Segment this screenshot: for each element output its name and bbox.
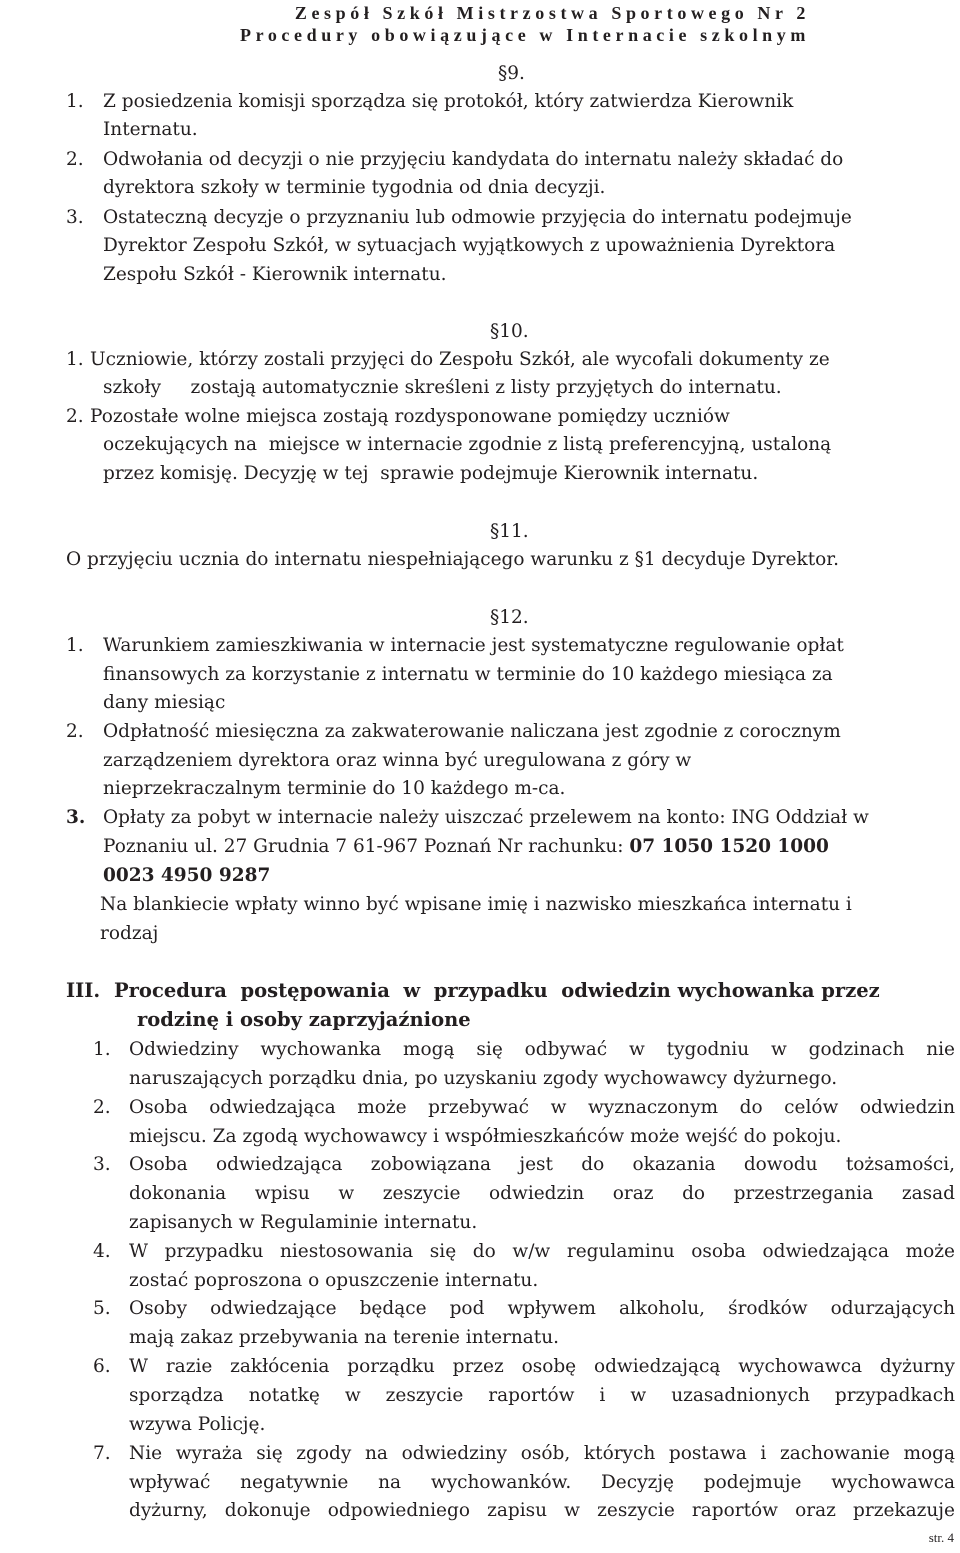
list-number: 3.	[93, 1154, 111, 1175]
list-item-text: Osoba odwiedzająca może przebywać w wyznaczonym do celów odwiedzin	[129, 1097, 955, 1118]
list-item-text: Osoba odwiedzająca zobowiązana jest do okazania dowodu tożsamości,	[129, 1154, 955, 1175]
list-item-text: szkoły zostają automatycznie skreśleni z listy przyjętych do internatu.	[103, 377, 782, 398]
list-item-text: dyżurny, dokonuje odpowiedniego zapisu w zeszycie raportów oraz przekazuje	[129, 1500, 955, 1521]
list-number: 1.	[66, 635, 84, 656]
school-name: Zespół Szkół Mistrzostwa Sportowego Nr 2	[294, 3, 810, 23]
list-item-text: naruszających porządku dnia, po uzyskaniu zgody wychowawcy dyżurnego.	[129, 1068, 838, 1089]
bank-account-number-cont: 0023 4950 9287	[103, 865, 271, 886]
paragraph-text: O przyjęciu ucznia do internatu niespełniającego warunku z §1 decyduje Dyrektor.	[66, 549, 839, 570]
list-item-text: przez komisję. Decyzję w tej sprawie podejmuje Kierownik internatu.	[103, 463, 759, 484]
list-item-text: Pozostałe wolne miejsca zostają rozdysponowane pomiędzy uczniów	[90, 406, 730, 427]
list-number: 2.	[93, 1097, 111, 1118]
list-item-text: miejscu. Za zgodą wychowawcy i współmieszkańców może wejść do pokoju.	[129, 1126, 842, 1147]
list-item-text: Uczniowie, którzy zostali przyjęci do Zespołu Szkół, ale wycofali dokumenty ze	[90, 349, 830, 370]
document-subtitle: Procedury obowiązujące w Internacie szkolnym	[239, 25, 810, 45]
list-item-text: mają zakaz przebywania na terenie internatu.	[129, 1327, 560, 1348]
page-number: str. 4	[928, 1530, 954, 1545]
list-number: 2.	[66, 721, 84, 742]
list-item-text: Osoby odwiedzające będące pod wpływem alkoholu, środków odurzających	[129, 1298, 955, 1319]
list-item-text: Opłaty za pobyt w internacie należy uiszczać przelewem na konto: ING Oddział w	[103, 807, 869, 828]
list-item-text: W razie zakłócenia porządku przez osobę odwiedzającą wychowawca dyżurny	[129, 1356, 955, 1377]
list-number: 1.	[93, 1039, 111, 1060]
list-item-text: Odwołania od decyzji o nie przyjęciu kandydata do internatu należy składać do	[103, 149, 844, 170]
list-item-text	[103, 833, 829, 862]
page-header	[0, 0, 960, 46]
section-heading-12: §12.	[490, 607, 529, 628]
list-item-text: rodzaj	[100, 923, 159, 944]
list-number: 3.	[66, 207, 84, 228]
bank-account-number: 07 1050 1520 1000	[629, 836, 829, 857]
list-number: 6.	[93, 1356, 111, 1377]
list-item-text: Odpłatność miesięczna za zakwaterowanie naliczana jest zgodnie z corocznym	[103, 721, 841, 742]
list-number: 2.	[66, 406, 84, 427]
list-item-text: oczekujących na miejsce w internacie zgodnie z listą preferencyjną, ustaloną	[103, 434, 832, 455]
list-item-text: Ostateczną decyzje o przyznaniu lub odmowie przyjęcia do internatu podejmuje	[103, 207, 852, 228]
list-number: 7.	[93, 1443, 111, 1464]
list-item-text: finansowych za korzystanie z internatu w terminie do 10 każdego miesiąca za	[103, 664, 833, 685]
list-number: 1.	[66, 349, 84, 370]
section-number: III.	[66, 979, 101, 1002]
list-item-text: Zespołu Szkół - Kierownik internatu.	[103, 264, 447, 285]
bank-address-text: Poznaniu ul. 27 Grudnia 7 61-967 Poznań Nr rachunku:	[103, 836, 630, 857]
list-item-text: zarządzeniem dyrektora oraz winna być uregulowana z góry w	[103, 750, 692, 771]
list-item-text: dyrektora szkoły w terminie tygodnia od dnia decyzji.	[103, 177, 606, 198]
section-heading-9: §9.	[498, 63, 525, 84]
list-item-text: wpływać negatywnie na wychowanków. Decyzję podejmuje wychowawca	[129, 1472, 955, 1493]
list-item-text: Z posiedzenia komisji sporządza się protokół, który zatwierdza Kierownik	[103, 91, 794, 112]
list-item-text: sporządza notatkę w zeszycie raportów i w uzasadnionych przypadkach	[129, 1385, 955, 1406]
list-item-text: Na blankiecie wpłaty winno być wpisane imię i nazwisko mieszkańca internatu i	[100, 894, 852, 915]
list-item-text: dokonania wpisu w zeszycie odwiedzin oraz do przestrzegania zasad	[129, 1183, 955, 1204]
list-item-text: W przypadku niestosowania się do w/w regulaminu osoba odwiedzająca może	[129, 1241, 955, 1262]
section-title: Procedura postępowania w przypadku odwiedzin wychowanka przez	[114, 979, 880, 1002]
list-number: 3.	[66, 807, 86, 828]
list-item-text: Nie wyraża się zgody na odwiedziny osób, których postawa i zachowanie mogą	[129, 1443, 955, 1464]
list-item-text: Warunkiem zamieszkiwania w internacie jest systematyczne regulowanie opłat	[103, 635, 844, 656]
list-item-text: Odwiedziny wychowanka mogą się odbywać w tygodniu w godzinach nie	[129, 1039, 955, 1060]
list-item-text: zapisanych w Regulaminie internatu.	[129, 1212, 478, 1233]
list-item-text: Internatu.	[103, 119, 198, 140]
section-title-cont: rodzinę i osoby zaprzyjaźnione	[137, 1008, 471, 1031]
list-number: 2.	[66, 149, 84, 170]
list-number: 5.	[93, 1298, 111, 1319]
list-item-text: wzywa Policję.	[129, 1414, 266, 1435]
list-number: 4.	[93, 1241, 111, 1262]
list-number: 1.	[66, 91, 84, 112]
section-heading-11: §11.	[490, 521, 529, 542]
list-item-text: dany miesiąc	[103, 692, 226, 713]
list-item-text: zostać poproszona o opuszczenie internatu.	[129, 1270, 539, 1291]
section-heading-10: §10.	[490, 321, 529, 342]
list-item-text: nieprzekraczalnym terminie do 10 każdego m-ca.	[103, 778, 566, 799]
list-item-text: Dyrektor Zespołu Szkół, w sytuacjach wyjątkowych z upoważnienia Dyrektora	[103, 235, 836, 256]
